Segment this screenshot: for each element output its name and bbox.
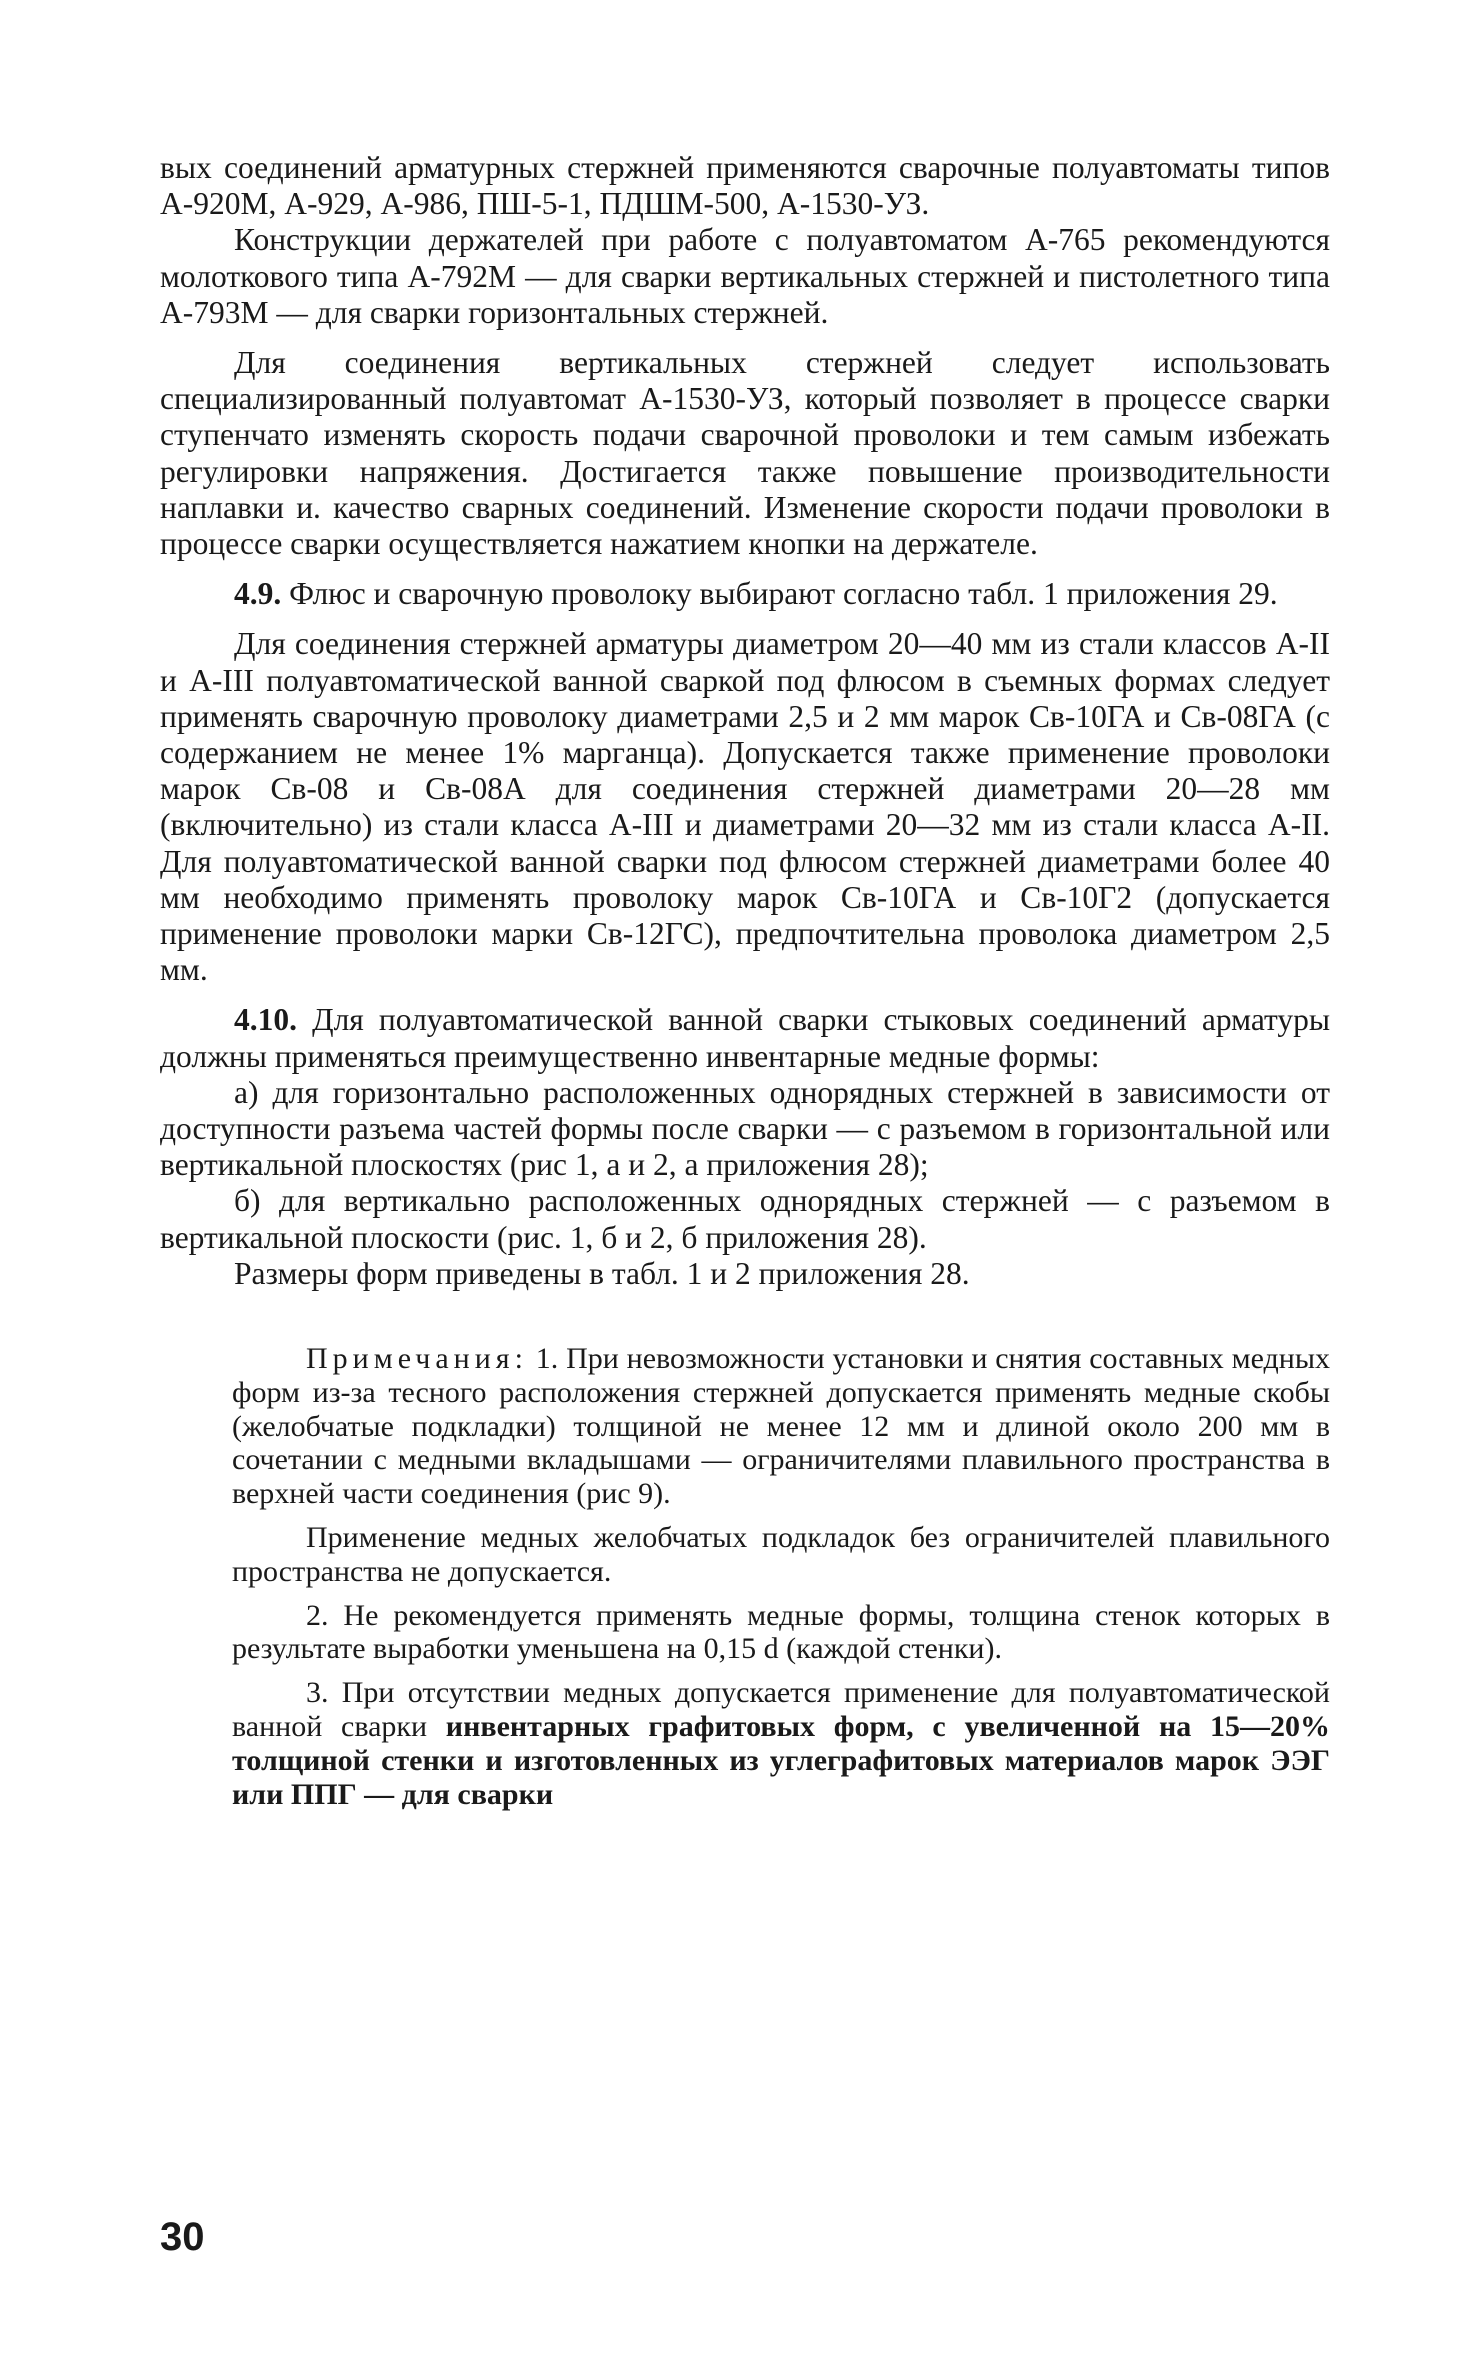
note-1-text: 1. При невозможности установки и снятия составных медных форм из-за тесного расположения стержней допускается применять медные скобы (желобчатые подкладки) толщиной не менее 12 мм и длиной около 200 мм в сочетании с медными вкладышами — ограничителями плавильного пространства в верхней части соединения (рис 9). xyxy=(232,1342,1330,1511)
notes-heading: Примечания: xyxy=(306,1342,528,1376)
paragraph-vertical-bars: Для соединения вертикальных стержней следует использовать специализированный полуавтомат А-1530-УЗ, который позволяет в процессе сварки ступенчато изменять скорость подачи сварочной проволоки и тем самым избежать регулировки напряжения. Достигается также повышение производительности наплавки и. качество сварных соединений. Изменение скорости подачи проволоки в процессе сварки осуществляется нажатием кнопки на держателе. xyxy=(160,345,1330,562)
paragraph-continuation: вых соединений арматурных стержней применяются сварочные полуавтоматы типов А-920М, А-929, А-986, ПШ-5-1, ПДШМ-500, А-1530-УЗ. xyxy=(160,150,1330,222)
note-1-continuation: Применение медных желобчатых подкладок без ограничителей плавильного пространства не допускается. xyxy=(232,1521,1330,1588)
clause-4-9 xyxy=(160,576,1330,612)
paragraph-wire-selection: Для соединения стержней арматуры диаметром 20—40 мм из стали классов А-II и А-III полуавтоматической ванной сваркой под флюсом в съемных формах следует применять сварочную проволоку диаметрами 2,5 и 2 мм марок Св-10ГА и Св-08ГА (с содержанием не менее 1% марганца). Допускается также применение проволоки марок Св-08 и Св-08А для соединения стержней диаметрами 20—28 мм (включительно) из стали класса А-III и диаметрами 20—32 мм из стали класса А-II. Для полуавтоматической ванной сварки под флюсом стержней диаметрами более 40 мм необходимо применять проволоку марок Св-10ГА и Св-10Г2 (допускается применение проволоки марки Св-12ГС), предпочтительна проволока диаметром 2,5 мм. xyxy=(160,626,1330,988)
note-3-bold-text: инвентарных графитовых форм, с увеличенной на 15—20% толщиной стенки и изготовленных из углеграфитовых материалов марок ЭЭГ или ППГ — для сварки xyxy=(232,1710,1330,1811)
paragraph-holders: Конструкции держателей при работе с полуавтоматом А-765 рекомендуются молоткового типа А-792М — для сварки вертикальных стержней и пистолетного типа А-793М — для сварки горизонтальных стержней. xyxy=(160,222,1330,330)
main-text xyxy=(160,150,1330,1292)
page-body xyxy=(160,150,1330,1811)
list-item-b: б) для вертикально расположенных однорядных стержней — с разъемом в вертикальной плоскости (рис. 1, б и 2, б приложения 28). xyxy=(160,1183,1330,1255)
list-item-a: а) для горизонтально расположенных однорядных стержней в зависимости от доступности разъема частей формы после сварки — с разъемом в горизонтальной или вертикальной плоскостях (рис 1, а и 2, а приложения 28); xyxy=(160,1074,1330,1183)
note-3-text: 3. При отсутствии медных допускается применение для полуавтоматической ванной сварки xyxy=(232,1676,1330,1744)
clause-text: Флюс и сварочную проволоку выбирают согласно табл. 1 приложения 29. xyxy=(281,576,1278,612)
paragraph-form-sizes: Размеры форм приведены в табл. 1 и 2 приложения 28. xyxy=(234,1255,970,1291)
note-1 xyxy=(232,1342,1330,1511)
note-3 xyxy=(232,1676,1330,1811)
clause-text: Для полуавтоматической ванной сварки стыковых соединений арматуры должны применяться преимущественно инвентарные медные формы: xyxy=(160,1002,1330,1074)
clause-number: 4.10. xyxy=(234,1002,297,1038)
clause-4-10 xyxy=(160,1002,1330,1074)
page-number: 30 xyxy=(160,2215,205,2259)
notes-section xyxy=(160,1342,1330,1811)
note-2: 2. Не рекомендуется применять медные формы, толщина стенок которых в результате выработки уменьшена на 0,15 d (каждой стенки). xyxy=(232,1598,1330,1666)
clause-number: 4.9. xyxy=(234,576,282,612)
